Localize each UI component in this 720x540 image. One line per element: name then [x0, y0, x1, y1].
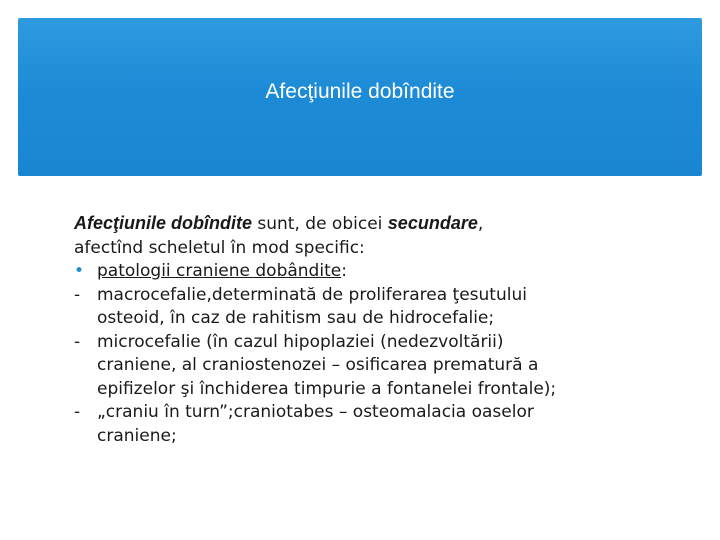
intro-line-1	[74, 212, 634, 237]
bullet-suffix: :	[341, 261, 347, 281]
intro-text-end: ,	[477, 214, 484, 234]
intro-emphasis: secundare	[387, 213, 478, 233]
dash-item-2-line-1: microcefalie (în cazul hipoplaziei (nedezvoltării)	[97, 331, 504, 352]
intro-text-mid: sunt, de obicei	[252, 214, 388, 234]
intro-term: Afecţiunile dobîndite	[74, 213, 252, 233]
dash-item-2	[74, 331, 634, 402]
dash-item-2-line-3: epifizelor şi închiderea timpurie a fontanelei frontale);	[97, 378, 557, 399]
dash-item-2-line-2: craniene, al craniostenozei – osificarea prematură a	[97, 355, 539, 375]
dash-item-1	[74, 284, 634, 331]
dash-item-3-line-1: „craniu în turn”;craniotabes – osteomalacia oaselor	[97, 402, 534, 422]
bullet-marker: •	[74, 261, 85, 281]
slide-body	[74, 212, 634, 448]
intro-line-2: afectînd scheletul în mod specific:	[74, 237, 365, 258]
dash-marker: -	[74, 402, 81, 422]
dash-marker: -	[74, 284, 81, 305]
dash-item-1-line-1: macrocefalie,determinată de proliferarea ţesutului	[97, 284, 527, 305]
dash-item-1-line-2: osteoid, în caz de rahitism sau de hidrocefalie;	[97, 308, 495, 328]
dash-marker: -	[74, 331, 81, 352]
bullet-text: patologii craniene dobândite	[97, 261, 342, 281]
dash-item-3	[74, 401, 634, 448]
title-banner	[18, 18, 702, 176]
bullet-item	[74, 260, 634, 284]
slide-title: Afecţiunile dobîndite	[265, 80, 455, 103]
dash-item-3-line-2: craniene;	[97, 425, 177, 446]
